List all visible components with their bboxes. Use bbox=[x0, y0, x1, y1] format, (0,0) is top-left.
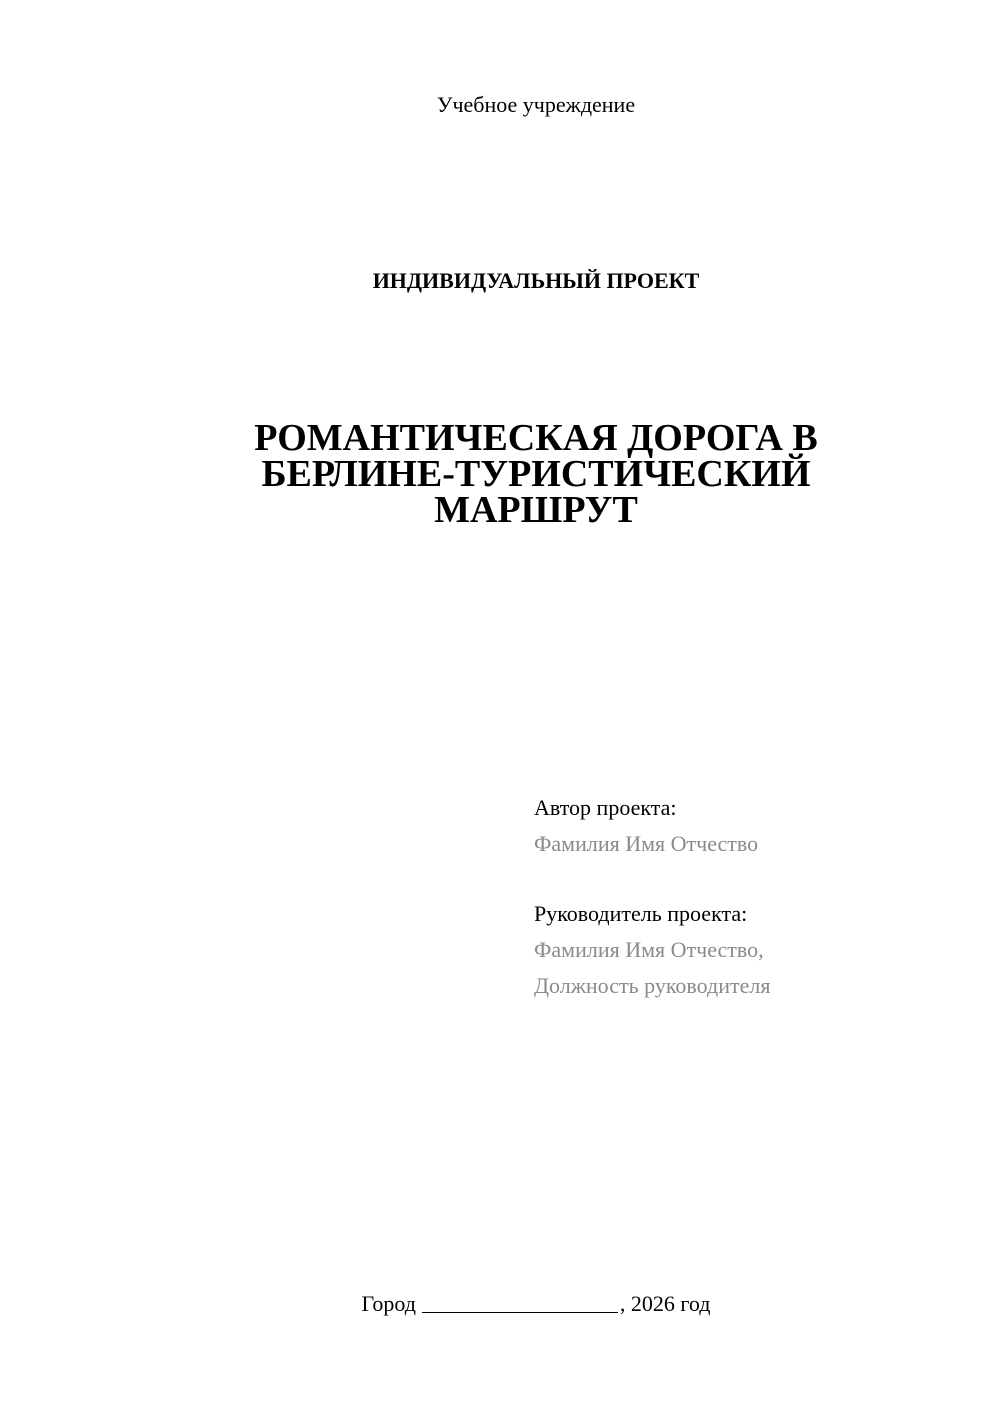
footer-year: , 2026 год bbox=[619, 1291, 711, 1316]
project-title-line: БЕРЛИНЕ-ТУРИСТИЧЕСКИЙ bbox=[261, 453, 811, 495]
supervisor-name: Фамилия Имя Отчество, bbox=[534, 937, 764, 962]
info-spacer bbox=[534, 862, 770, 896]
author-name: Фамилия Имя Отчество bbox=[534, 831, 759, 856]
city-blank-line bbox=[422, 1290, 618, 1313]
project-type-heading: ИНДИВИДУАЛЬНЫЙ ПРОЕКТ bbox=[372, 268, 700, 293]
project-title bbox=[0, 417, 1000, 531]
institution-name: Учебное учреждение bbox=[436, 92, 636, 117]
author-label: Автор проекта: bbox=[534, 795, 677, 820]
project-info-block bbox=[534, 790, 770, 1004]
project-title-line: РОМАНТИЧЕСКАЯ ДОРОГА В bbox=[254, 417, 818, 459]
supervisor-position: Должность руководителя bbox=[534, 973, 771, 998]
footer-city-year bbox=[0, 1290, 1000, 1317]
project-title-line: МАРШРУТ bbox=[434, 489, 638, 531]
supervisor-label: Руководитель проекта: bbox=[534, 901, 748, 926]
footer-city: Город bbox=[361, 1291, 416, 1316]
